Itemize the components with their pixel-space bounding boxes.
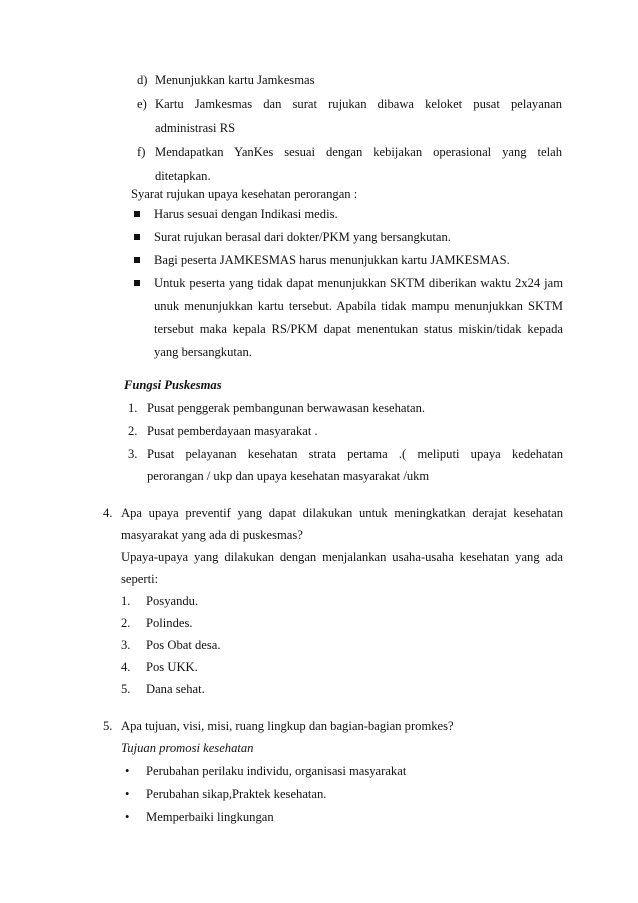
- list-item-text: Menunjukkan kartu Jamkesmas: [155, 73, 315, 87]
- bullet-icon: •: [125, 787, 130, 801]
- list-marker: d): [137, 73, 148, 87]
- square-bullet-icon: [134, 257, 140, 263]
- list-marker: 2.: [121, 616, 131, 630]
- bullet-item-text: Harus sesuai dengan Indikasi medis.: [154, 207, 338, 221]
- list-item-text: Dana sehat.: [146, 682, 205, 696]
- list-item-text: Kartu Jamkesmas dan surat rujukan dibawa keloket pusat pelayanan: [155, 97, 562, 111]
- bullet-item-text: Surat rujukan berasal dari dokter/PKM yang bersangkutan.: [154, 230, 451, 244]
- square-bullet-icon: [134, 280, 140, 286]
- question-text: Apa tujuan, visi, misi, ruang lingkup dan bagian-bagian promkes?: [121, 719, 454, 733]
- question-text: Apa upaya preventif yang dapat dilakukan untuk meningkatkan derajat kesehatan: [121, 506, 563, 520]
- list-item-text: perorangan / ukp dan upaya kesehatan masyarakat /ukm: [147, 469, 430, 483]
- list-marker: 2.: [128, 424, 138, 438]
- list-item-text: Pusat penggerak pembangunan berwawasan kesehatan.: [147, 401, 426, 415]
- bullet-item-text: tersebut maka kepala RS/PKM dapat menentukan status miskin/tidak kepada: [154, 322, 563, 336]
- bullet-item-text: unuk menunjukkan kartu tersebut. Apabila tidak mampu menunjukkan SKTM: [154, 299, 563, 313]
- list-marker: 4.: [121, 660, 131, 674]
- bullet-item-text: Perubahan perilaku individu, organisasi masyarakat: [146, 764, 407, 778]
- list-marker: 1.: [128, 401, 138, 415]
- list-item-text: Pusat pelayanan kesehatan strata pertama .( meliputi upaya kedehatan: [147, 447, 563, 461]
- bullet-item-text: Memperbaiki lingkungan: [146, 810, 274, 824]
- list-item-text: Mendapatkan YanKes sesuai dengan kebijakan operasional yang telah: [155, 145, 562, 159]
- list-item-text: Posyandu.: [146, 594, 199, 608]
- bullet-item-text: Bagi peserta JAMKESMAS harus menunjukkan kartu JAMKESMAS.: [154, 253, 510, 267]
- answer-text: seperti:: [121, 572, 159, 586]
- list-marker: f): [137, 145, 146, 159]
- square-bullet-icon: [134, 234, 140, 240]
- square-bullet-icon: [134, 211, 140, 217]
- section-heading: Fungsi Puskesmas: [124, 378, 222, 392]
- list-item-text: Pos Obat desa.: [146, 638, 221, 652]
- list-item-text: ditetapkan.: [155, 169, 211, 183]
- bullet-item-text: Untuk peserta yang tidak dapat menunjukkan SKTM diberikan waktu 2x24 jam: [154, 276, 563, 290]
- list-marker: 3.: [121, 638, 131, 652]
- question-number: 4.: [103, 506, 113, 520]
- list-marker: e): [137, 97, 147, 111]
- list-marker: 1.: [121, 594, 131, 608]
- list-marker: 3.: [128, 447, 138, 461]
- question-number: 5.: [103, 719, 113, 733]
- bullet-item-text: Perubahan sikap,Praktek kesehatan.: [146, 787, 327, 801]
- list-item-text: Pusat pemberdayaan masyarakat .: [147, 424, 318, 438]
- list-marker: 5.: [121, 682, 131, 696]
- bullet-icon: •: [125, 764, 130, 778]
- list-item-text: administrasi RS: [155, 121, 236, 135]
- question-text: masyarakat yang ada di puskesmas?: [121, 528, 303, 542]
- bullet-icon: •: [125, 810, 130, 824]
- section-heading: Syarat rujukan upaya kesehatan perorangan :: [131, 187, 358, 201]
- list-item-text: Polindes.: [146, 616, 193, 630]
- answer-text: Upaya-upaya yang dilakukan dengan menjalankan usaha-usaha kesehatan yang ada: [121, 550, 563, 564]
- list-item-text: Pos UKK.: [146, 660, 198, 674]
- bullet-item-text: yang bersangkutan.: [154, 345, 252, 359]
- subheading: Tujuan promosi kesehatan: [121, 741, 254, 755]
